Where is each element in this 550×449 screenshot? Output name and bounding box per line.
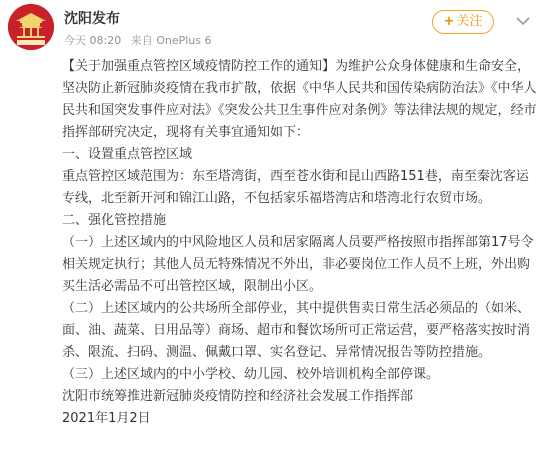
post-meta: [64, 32, 217, 48]
chevron-down-icon[interactable]: [516, 16, 530, 26]
post-content: [62, 56, 540, 430]
follow-button[interactable]: [432, 10, 494, 34]
avatar[interactable]: [8, 4, 54, 50]
section1-body: 重点管控区域范围为：东至塔湾街，西至苍水街和昆山西路151巷，南至秦沈客运专线，北至新开河和锦江山路，不包括家乐福塔湾店和塔湾北行农贸市场。: [62, 169, 529, 206]
section2-heading: 二、强化管控措施: [62, 213, 167, 228]
measure-item-3: （三）上述区域内的中小学校、幼儿园、校外培训机构全部停课。: [62, 367, 440, 382]
section1-heading: 一、设置重点管控区域: [62, 147, 193, 162]
post-intro: [62, 56, 540, 144]
author-name[interactable]: 沈阳发布: [64, 11, 120, 27]
shenyang-logo-icon: [8, 4, 54, 50]
follow-label: 关注: [456, 14, 483, 29]
signature: 沈阳市统筹推进新冠肺炎疫情防控和经济社会发展工作指挥部: [62, 389, 414, 404]
plus-icon: +: [443, 14, 455, 29]
post-time[interactable]: 今天 08:20: [64, 34, 122, 47]
post-source: 来自 OnePlus 6: [130, 34, 212, 47]
post-date: 2021年1月2日: [62, 411, 151, 426]
topic-title-link[interactable]: 【关于加强重点管控区域疫情防控工作的通知】: [62, 59, 336, 74]
intro-text: 为维护公众身体健康和生命安全，坚决防止新冠肺炎疫情在我市扩散，依据《中华人民共和国传染病防治法》《中华人民共和国突发事件应对法》《突发公共卫生事件应对条例》等法律法规的规定，经市指挥部研究决定，现将有关事宜通知如下：: [62, 59, 537, 140]
measure-item-2: （二）上述区域内的公共场所全部停业，其中提供售卖日常生活必须品的（如米、面、油、蔬菜、日用品等）商场、超市和餐饮场所可正常运营，要严格落实按时消杀、限流、扫码、测温、佩戴口罩、实名登记、异常情况报告等防控措施。: [62, 301, 531, 360]
measure-item-1: （一）上述区域内的中风险地区人员和居家隔离人员要严格按照市指挥部第17号令相关规定执行；其他人员无特殊情况不外出，非必要岗位工作人员不上班，外出购买生活必需品不可出管控区域，限制出小区。: [62, 235, 534, 294]
